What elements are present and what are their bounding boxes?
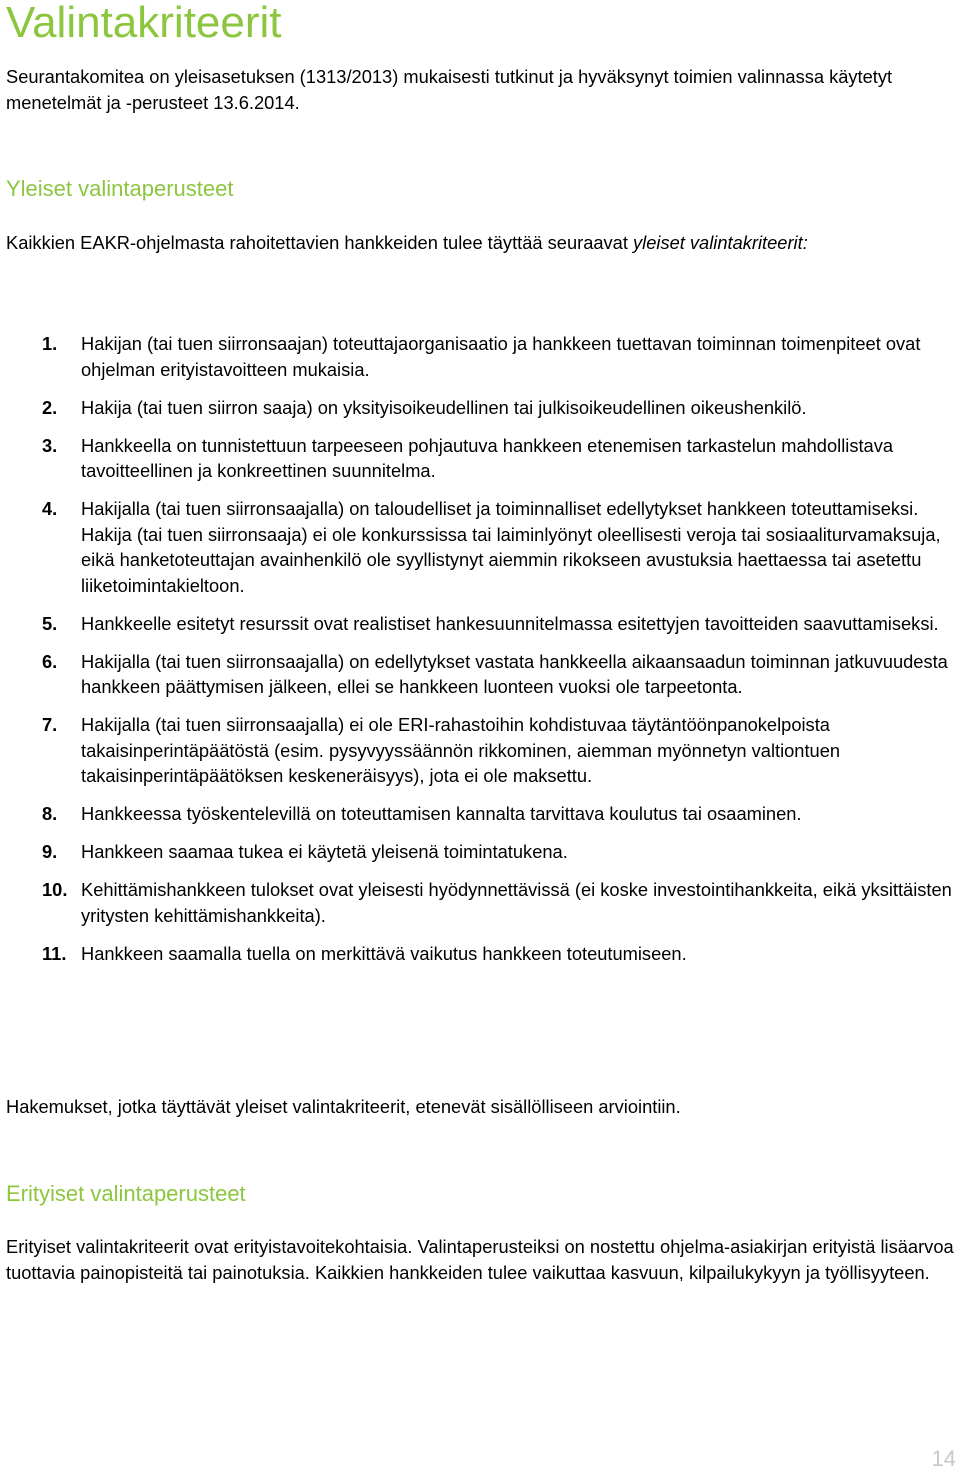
- page-number: 14: [931, 1446, 956, 1471]
- criteria-item: [6, 611, 954, 637]
- criteria-text: Hakijan (tai tuen siirronsaajan) toteuttajaorganisaatio ja hankkeen tuettavan toiminnan toimenpiteet ovat ohjelman erityistavoitteen mukaisia.: [81, 333, 921, 380]
- criteria-number: 4.: [42, 498, 58, 519]
- criteria-item: [6, 395, 954, 421]
- criteria-number: 2.: [42, 396, 58, 418]
- criteria-item: [6, 433, 954, 484]
- criteria-item: [6, 331, 954, 382]
- criteria-item: [6, 877, 954, 928]
- criteria-number: 6.: [42, 650, 58, 672]
- criteria-text: Hankkeella on tunnistettuun tarpeeseen pohjautuva hankkeen etenemisen tarkastelun mahdollistava tavoitteellinen ja konkreettinen suunnitelma.: [81, 434, 894, 481]
- criteria-text: Hankkeessa työskentelevillä on toteuttamisen kannalta tarvittava koulutus tai osaaminen.: [81, 803, 802, 824]
- criteria-item: [6, 649, 954, 700]
- criteria-text: Hankkeen saamaa tukea ei käytetä yleisenä toimintatukena.: [81, 841, 568, 862]
- general-intro-emphasis: yleiset valintakriteerit:: [633, 232, 808, 253]
- criteria-item: [6, 839, 954, 865]
- criteria-number: 5.: [42, 612, 58, 634]
- criteria-number: 7.: [42, 714, 58, 735]
- criteria-text: Hakijalla (tai tuen siirronsaajalla) on edellytykset vastata hankkeella aikaansaadun toiminnan jatkuvuudesta hankkeen päättymisen jälkeen, ellei se hankkeen luonteen vuoksi ole tarpeetonta.: [81, 650, 948, 697]
- special-criteria-heading: Erityiset valintaperusteet: [6, 1181, 246, 1206]
- general-criteria-heading: Yleiset valintaperusteet: [6, 176, 234, 201]
- criteria-number: 11.: [42, 942, 67, 964]
- criteria-item: [6, 496, 954, 598]
- criteria-text: Hankkeen saamalla tuella on merkittävä vaikutus hankkeen toteutumiseen.: [81, 942, 687, 964]
- general-criteria-list: [6, 331, 954, 979]
- general-criteria-intro: [6, 230, 954, 256]
- criteria-item: [6, 712, 954, 789]
- criteria-item: [6, 801, 954, 827]
- criteria-item: [6, 941, 954, 967]
- criteria-number: 1.: [42, 333, 58, 354]
- general-criteria-summary: Hakemukset, jotka täyttävät yleiset valintakriteerit, etenevät sisällölliseen arviointiin.: [6, 1096, 681, 1117]
- general-intro-text: Kaikkien EAKR-ohjelmasta rahoitettavien hankkeiden tulee täyttää seuraavat: [6, 232, 634, 253]
- document-title: Valintakriteerit: [6, 0, 282, 47]
- criteria-text: Hakijalla (tai tuen siirronsaajalla) ei ole ERI-rahastoihin kohdistuvaa täytäntöönpanokelpoista takaisinperintäpäätöstä (esim. pysyvyyssäännön rikkominen, aiemman myönnetyn valtiontuen takaisinperintäpäätöksen keskeneräisyys), jota ei ole maksettu.: [81, 714, 841, 786]
- criteria-text: Hankkeelle esitetyt resurssit ovat realistiset hankesuunnitelmassa esitettyjen tavoitteiden saavuttamiseksi.: [81, 612, 939, 634]
- criteria-number: 9.: [42, 841, 58, 862]
- criteria-text: Kehittämishankkeen tulokset ovat yleisesti hyödynnettävissä (ei koske investointihankkeita, eikä yksittäisten yritysten kehittämishankkeita).: [81, 879, 952, 926]
- criteria-number: 3.: [42, 434, 58, 456]
- criteria-number: 8.: [42, 803, 58, 824]
- special-criteria-intro: Erityiset valintakriteerit ovat erityistavoitekohtaisia. Valintaperusteiksi on nostettu ohjelma-asiakirjan erityistä lisäarvoa tuottavia painopisteitä tai painotuksia. Kaikkien hankkeiden tulee vaikuttaa kasvuun, kilpailukykyyn ja työllisyyteen.: [6, 1236, 954, 1283]
- criteria-text: Hakija (tai tuen siirron saaja) on yksityisoikeudellinen tai julkisoikeudellinen oikeushenkilö.: [81, 396, 807, 418]
- intro-paragraph: Seurantakomitea on yleisasetuksen (1313/2013) mukaisesti tutkinut ja hyväksynyt toimien valinnassa käytetyt menetelmät ja -perusteet 13.6.2014.: [6, 66, 893, 113]
- criteria-number: 10.: [42, 879, 68, 900]
- criteria-text: Hakijalla (tai tuen siirronsaajalla) on taloudelliset ja toiminnalliset edellytykset hankkeen toteuttamiseksi. Hakija (tai tuen siirronsaaja) ei ole konkurssissa tai laiminlyönyt oleellisesti veroja tai sosiaaliturvamaksuja, eikä hanketoteuttajan avainhenkilö ole syyllistynyt aiemmin rikokseen avustuksia haettaessa tai asetettu liiketoimintakieltoon.: [81, 498, 941, 596]
